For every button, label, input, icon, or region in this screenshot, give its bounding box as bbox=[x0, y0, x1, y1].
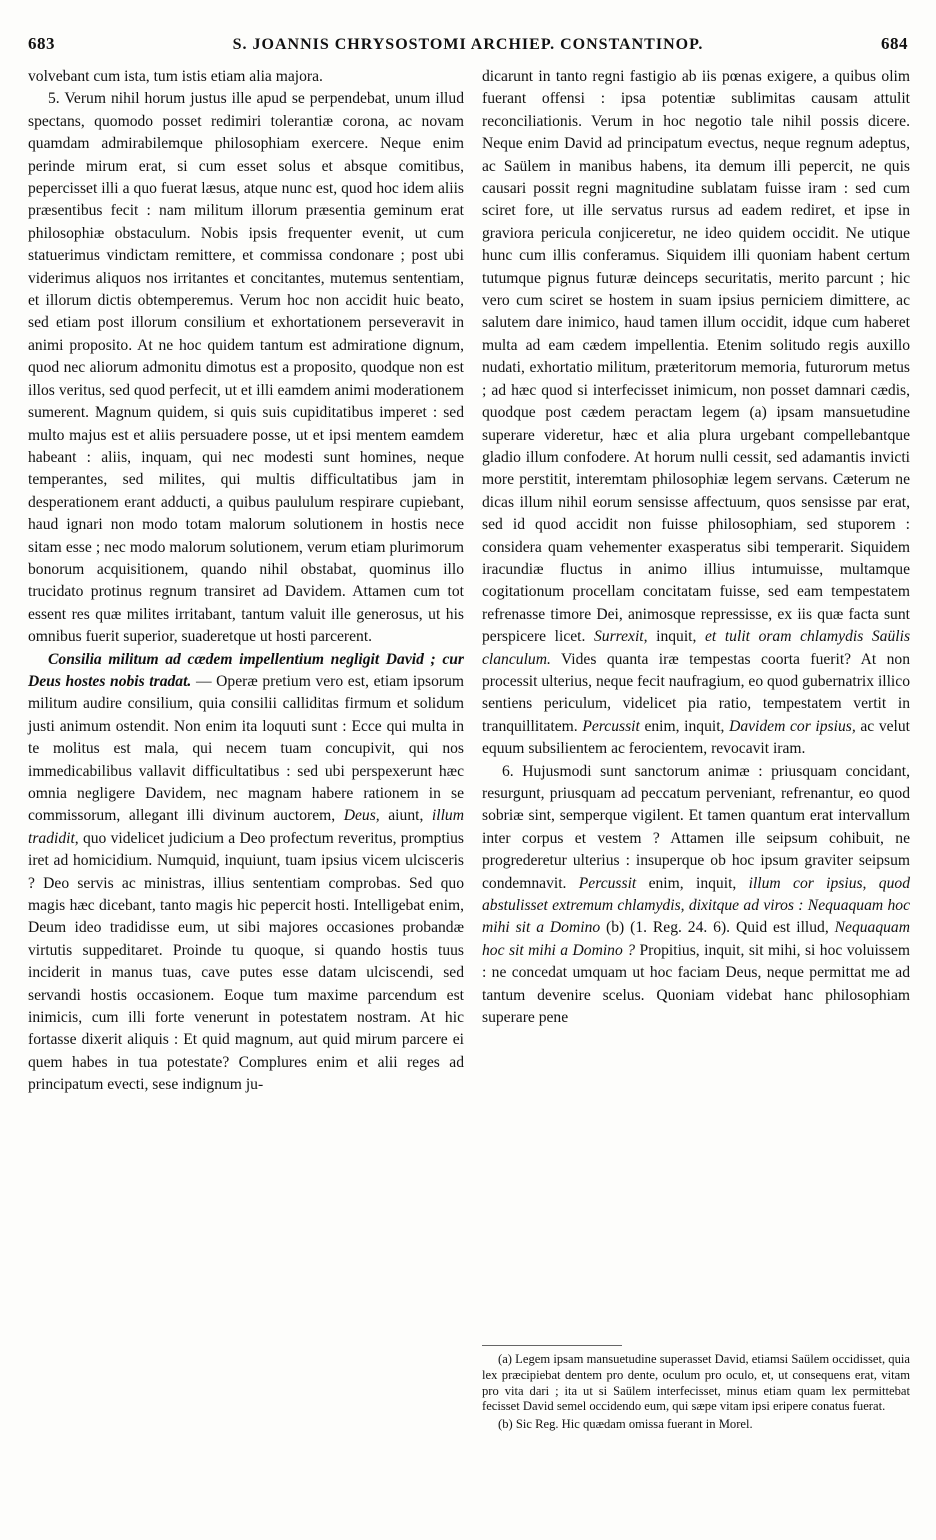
quote-run: Percussit bbox=[578, 874, 637, 892]
footnote-a: (a) Legem ipsam mansuetudine superasset David, etiamsi Saülem occidisset, quia lex præcipiebat dentem pro dente, oculum pro oculo, et, ut consequens erat, vitam pro vita dari ; ita ut si Saülem interfecisset, minus etiam quam lex permittebat fecisset David semel occidendo eum, qui sæpe vitam ipsi eripere conatus fuerat. bbox=[482, 1352, 910, 1414]
text-run: , quo videlicet judicium a Deo profectum reveritus, promptius iret ad homicidium. Numquid, inquiunt, tuam ipsius vicem ulcisceris ? Deo servis ac ministras, illius sententiam comprobas. Sed quo magis hæc dicebant, tanto magis hic pepercit hosti. Intelligebat enim, Deum ideo tradidisse eum, ut sibi majores occasiones probandæ virtutis suppeditaret. Proinde tu quoque, si quando hostis tuus inciderit in manus tuas, cave putes esse datam ulciscendi, sed servandi hostis occasionem. Eoque tum maxime parcendum est inimicis, cum illi forte venerunt in potestatem nostram. At hic fortasse dixerit aliquis : Et quid magnum, aut quid mirum parcere ei quem habes in tua potestate? Complures enim et alii reges ad principatum evecti, sese indignum ju- bbox=[28, 829, 464, 1094]
text-run: 6. Hujusmodi sunt sanctorum animæ : priusquam concidant, resurgunt, priusquam ad peccatum perveniant, refrenantur, eo quod sobriæ sint, semperque vigilent. Et tamen quantum erat intervallum inter corpus et vestem ? Attamen ille seipsum cohibuit, ne progrederetur ulterius : insuperque ob hoc ipsum graviter seipsum condemnavit. bbox=[482, 762, 910, 892]
quote-run: Deus, bbox=[343, 807, 380, 825]
text-run: Propitius, inquit, sit mihi, si hoc voluissem : ne concedat umquam ut hoc faciam Deus, neque permittat me ad tantum devenire scelus. Quoniam videbat hanc philosophiam superare pene bbox=[482, 941, 910, 1027]
text-run: ac velut equum subsilientem ac ferocientem, revocavit iram. bbox=[482, 717, 911, 758]
text-run: Vides quanta iræ tempestas coorta fuerit? At non processit ulterius, neque fecit naufragium, eo quod gubernatrix illico sentiens periculum, videlicet pia ratio, tempestatem vertit in tranquillitatem. bbox=[482, 650, 910, 735]
text-run: enim, inquit, bbox=[636, 874, 749, 892]
footnotes bbox=[482, 1352, 910, 1435]
footnote-divider bbox=[482, 1345, 622, 1346]
text-run: dicarunt in tanto regni fastigio ab iis pœnas exigere, a quibus olim fuerant offensi : ipsa potentiæ sublimitas causam attulit reconciliationis. Verum in hoc negotio tale nihil possis dicere. Neque enim David ad principatum evectus, neque regnum adeptus, ac Saülem in manibus habens, ita demum illi pepercit, ne quis causari possit regni magnitudine sublatam fuisse iram : sed cum sciret fore, ut ille servatus rursus ad eadem rediret, et ipse in graviora pericula conjiceretur, ne ideo quidem occidit. Ne utique hunc cum illis conferamus. Siquidem illi quoniam habent certum tutumque pignus futuræ deinceps securitatis, merito parcunt ; hic vero cum sciret se hostem in suam ipsius perniciem dimittere, ac salutem dare inimico, haud tamen illum occidit, idque cum haberet multa ad eam cædem impellentia. Etenim solitudo regis auxillo nudati, exhortatio militum, præteritorum memoria, futurorum metus ; ad hæc quod si interfecisset inimicum, non posset damnari cædis, quodque post cædem peractam legem (a) ipsam mansuetudine superare videretur, hæc et alia plura urgebant compellebantque gladio illum confodere. At horum nulli cessit, sed adamantis invicti more perstitit, interemtam philosophiæ legem servans. Cæterum ne dicas illum nihil eorum sensisse affectuum, quos sensisse par erat, sed id quod accidit non fuisse philosophiam, sed stuporem : considera quam vehementer exasperatus sibi temperarit. Siquidem iracundiæ fluctus in animo illius intumuisse, multamque cogitationum procellam concitatam fuisse, sed eam tempestatem refrenasse timore Dei, animosque repressisse, ex iis quæ facta sunt perspicere licet. bbox=[482, 68, 910, 646]
running-title: S. JOANNIS CHRYSOSTOMI ARCHIEP. CONSTANTINOP. bbox=[232, 36, 704, 53]
left-column bbox=[28, 66, 464, 1097]
paragraph bbox=[482, 761, 910, 1030]
running-header bbox=[28, 34, 908, 64]
quote-run: illum cor ipsius, quod abstulisset extremum chlamydis, dixitque ad viros : Nequaquam hoc mihi sit a Domino bbox=[482, 874, 910, 937]
page-number-left: 683 bbox=[28, 34, 55, 53]
text-run: — Operæ pretium vero est, etiam ipsorum militum audire consilium, quia consilii calliditas firmum et solidum justi animum ostendit. Non enim ita loquuti sunt : Ecce qui multa in te molitus est mala, qui necem tuam concupivit, qui nos immedicabilibus vallavit difficultatibus : sed ubi perspexerunt hæc omnia negligere Davidem, nec magnam habere rationem in se commissorum, allegant illi divinum auctorem, bbox=[28, 672, 464, 825]
right-column bbox=[482, 66, 910, 1029]
text-run: (b) (1. Reg. 24. 6). Quid est illud, bbox=[600, 919, 835, 937]
quote-run: Davidem cor ipsius, bbox=[729, 717, 856, 735]
text-run: enim, inquit, bbox=[639, 717, 730, 735]
quote-run: et tulit oram chlamydis Saülis clanculum. bbox=[482, 628, 911, 668]
marginal-summary: Consilia militum ad cædem impellentium negligit David ; cur Deus hostes nobis tradat. bbox=[28, 650, 464, 690]
footnote-b: (b) Sic Reg. Hic quædam omissa fuerant in Morel. bbox=[498, 1417, 753, 1432]
paragraph bbox=[28, 649, 464, 1097]
paragraph: volvebant cum ista, tum istis etiam alia majora. bbox=[28, 68, 323, 85]
page-number-right: 684 bbox=[880, 34, 908, 53]
text-run: inquit, bbox=[647, 628, 706, 646]
text-run: aiunt, bbox=[379, 807, 432, 825]
paragraph: 5. Verum nihil horum justus ille apud se perpendebat, unum illud spectans, quomodo posset redimiri tolerantiæ corona, ac novam quamdam admirabilemque philosophiam exercere. Neque enim perinde mirum erat, si cum esset solus et absque comitibus, pepercisset illi a quo fuerat læsus, atque nunc est, quod hoc idem aliis præsentibus fecit : nam militum illorum præsentia geminum erat philosophiæ obstaculum. Nobis ipsis frequenter evenit, ut cum statuerimus vindictam remittere, et commissa condonare ; post ubi viderimus aliquos nos irritantes et concitantes, mutemus sententiam, et illorum dictis obtemperemus. Verum hoc non accidit huic beato, sed etiam post illorum consilium et exhortationem perseveravit in animi proposito. At ne hoc quidem tantum est admiratione dignum, quod nec aliorum admonitu dimotus est a proposito, quodque non est illos veritus, sed quod perfecit, ut et illi eamdem animi moderationem sumerent. Magnum quidem, si quis suis cupiditatibus imperet : sed multo majus est et aliis persuadere posse, ut et ipsi mentem eamdem habeant : aliis, inquam, qui nec modesti sunt homines, neque temperantes, sed milites, qui multis difficultatibus jam in desperationem erant adducti, a quibus paululum respirare cupiebant, haud ignari non modo totam malorum solutionem in hostis nece sitam esse ; nec modo malorum solutionem, verum etiam plurimorum bonorum acquisitionem, quando nihil obstabat, quominus illo trucidato protinus regnum transiret ad Davidem. Attamen cum tot essent res quæ milites irritabant, tantum valuit ille generosus, ut his omnibus fuerit superior, suaderetque ut hosti parcerent. bbox=[28, 90, 464, 646]
paragraph bbox=[482, 66, 910, 761]
quote-run: Nequaquam hoc sit mihi a Domino ? bbox=[482, 919, 910, 959]
quote-run: Surrexit, bbox=[593, 628, 648, 646]
quote-run: Percussit bbox=[582, 717, 640, 735]
quote-run: illum tradidit bbox=[28, 807, 464, 847]
